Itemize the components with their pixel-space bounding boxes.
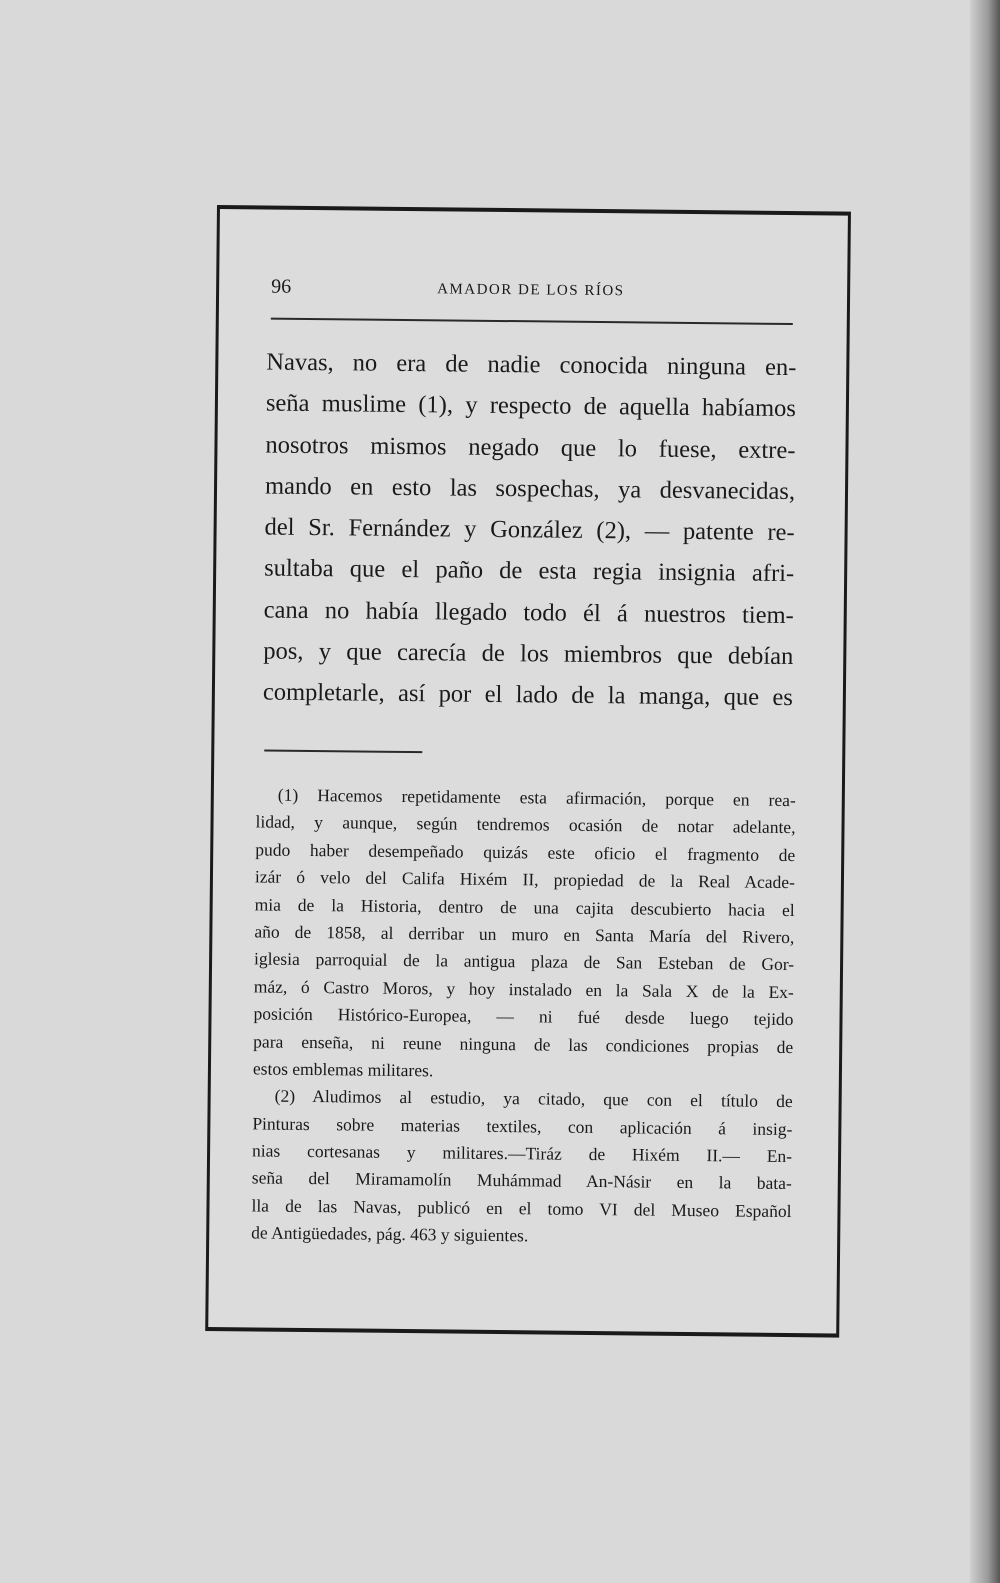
body-line: pos, y que carecía de los miembros que debían xyxy=(263,637,794,671)
footnote-line: nias cortesanas y militares.—Tiráz de Hixém II.— En- xyxy=(251,1140,793,1167)
footnote-line: (1) Hacemos repetidamente esta afirmación, porque en rea- xyxy=(277,784,796,811)
footnote-1 xyxy=(253,781,796,1088)
body-line: completarle, así por el lado de la manga, que es xyxy=(262,678,794,712)
footnote-line: iglesia parroquial de la antigua plaza de San Esteban de Gor- xyxy=(254,948,795,975)
footnote-line: Pinturas sobre materias textiles, con aplicación á insig- xyxy=(252,1113,793,1139)
footnote-line: máz, ó Castro Moros, y hoy instalado en la Sala X de la Ex- xyxy=(253,976,794,1002)
page-border-frame xyxy=(205,205,851,1338)
footnote-rule xyxy=(264,750,422,754)
page-header xyxy=(271,276,791,311)
footnote-line: de Antigüedades, pág. 463 y siguientes. xyxy=(251,1222,529,1246)
body-line: nosotros mismos negado que lo fuese, extre- xyxy=(265,431,796,464)
body-line: del Sr. Fernández y González (2), — patente re- xyxy=(264,513,795,547)
body-line: Navas, no era de nadie conocida ninguna en- xyxy=(266,348,797,382)
footnote-2 xyxy=(251,1083,793,1253)
footnote-line: para enseña, ni reune ninguna de las condiciones propias de xyxy=(253,1030,794,1057)
body-line: seña muslime (1), y respecto de aquella habíamos xyxy=(265,389,797,423)
scan-edge-shadow xyxy=(970,0,1000,1583)
body-line: cana no había llegado todo él á nuestros tiem- xyxy=(263,596,794,629)
footnote-line: (2) Aludimos al estudio, ya citado, que con el título de xyxy=(274,1085,793,1112)
body-text xyxy=(263,342,797,719)
footnote-line: posición Histórico-Europea, — ni fué desde luego tejido xyxy=(253,1003,794,1030)
header-rule xyxy=(271,318,793,325)
footnote-line: año de 1858, al derribar un muro en Santa María del Rivero, xyxy=(254,921,795,948)
footnote-line: izár ó velo del Califa Hixém II, propiedad de la Real Acade- xyxy=(254,866,796,893)
footnote-line: pudo haber desempeñado quizás este oficio el fragmento de xyxy=(255,839,796,865)
footnote-line: seña del Miramamolín Muhámmad An-Násir en la bata- xyxy=(251,1167,792,1194)
page-number: 96 xyxy=(271,275,292,298)
footnote-line: mia de la Historia, dentro de una cajita descubierto hacia el xyxy=(254,893,795,920)
footnotes xyxy=(251,781,796,1252)
body-line: sultaba que el paño de esta regia insignia afri- xyxy=(264,554,795,588)
footnote-line: lla de las Navas, publicó en el tomo VI del Museo Español xyxy=(251,1195,792,1221)
footnote-line: estos emblemas militares. xyxy=(252,1058,434,1081)
body-line: mando en esto las sospechas, ya desvanecidas, xyxy=(264,472,796,505)
footnote-line: lidad, y aunque, según tendremos ocasión de notar adelante, xyxy=(255,811,796,838)
running-head: AMADOR DE LOS RÍOS xyxy=(437,281,625,300)
